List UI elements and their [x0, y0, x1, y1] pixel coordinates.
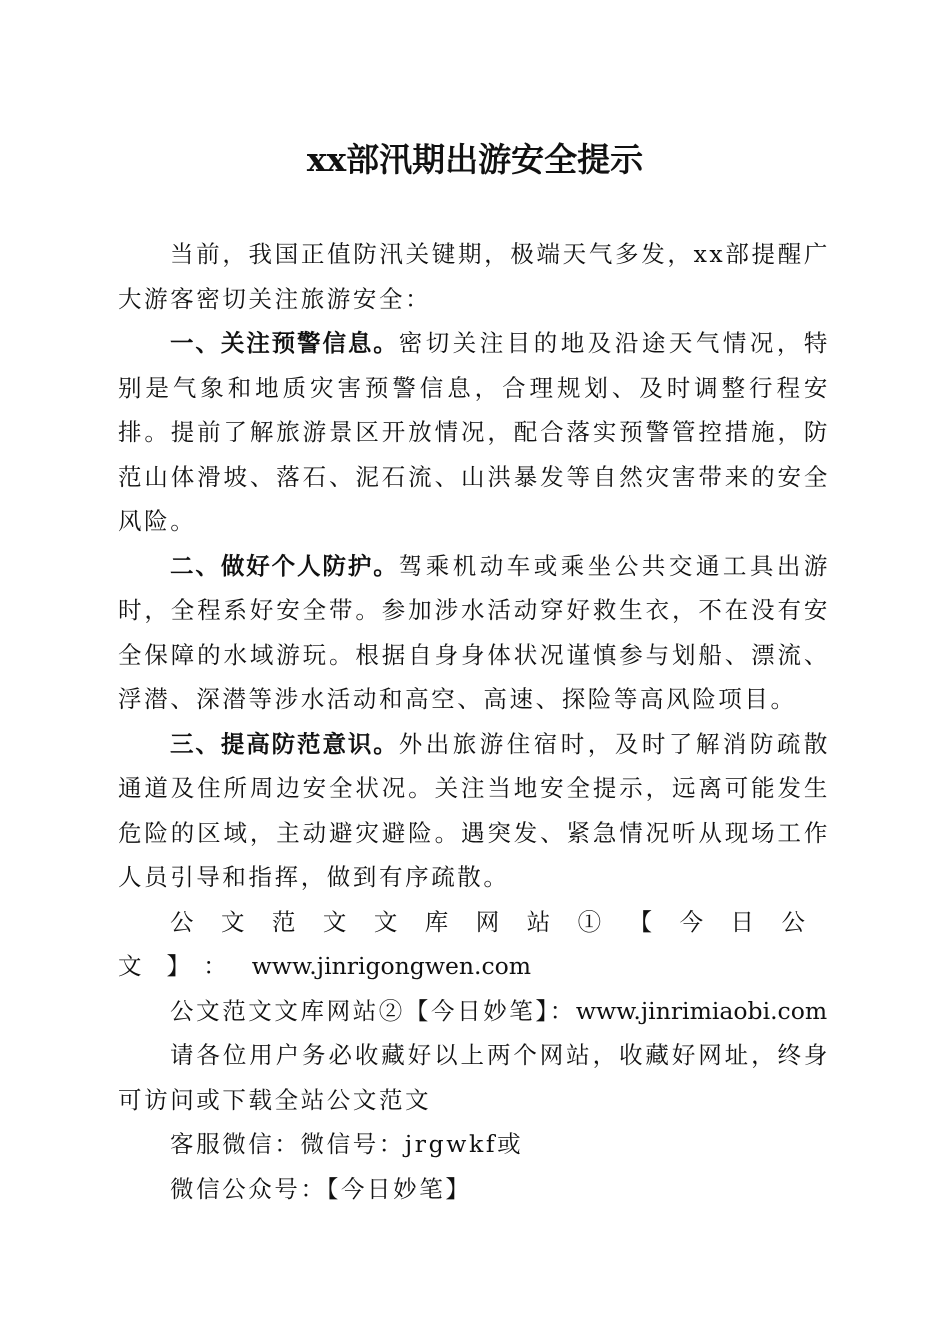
section-heading-3: 三、提高防范意识。	[170, 729, 399, 758]
section-heading-2: 二、做好个人防护。	[170, 551, 399, 580]
footer-site1-url: www.jinrigongwen.com	[251, 952, 532, 980]
intro-paragraph: 当前，我国正值防汛关键期，极端天气多发，xx部提醒广大游客密切关注旅游安全：	[118, 240, 830, 313]
document-body	[118, 232, 830, 1211]
section-paragraph-3	[118, 722, 830, 900]
footer-site2-url: www.jinrimiaobi.com	[575, 996, 828, 1025]
footer-official-account: 微信公众号：【今日妙笔】	[170, 1174, 472, 1203]
footer-site2-label: 公文范文文库网站②【今日妙笔】：	[170, 996, 576, 1025]
section-body-3: 外出旅游住宿时，及时了解消防疏散通道及住所周边安全状况。关注当地安全提示，远离可能发生危险的区域，主动避灾避险。遇突发、紧急情况听从现场工作人员引导和指挥，做到有序疏散。	[118, 729, 830, 891]
section-paragraph-1	[118, 321, 830, 544]
document-title: xx部汛期出游安全提示	[306, 140, 644, 179]
footer-wechat: 客服微信：微信号：jrgwkf或	[170, 1130, 524, 1158]
footer-site2	[118, 989, 830, 1034]
section-heading-1: 一、关注预警信息。	[170, 329, 399, 357]
section-paragraph-2	[118, 544, 830, 722]
section-body-1: 密切关注目的地及沿途天气情况，特别是气象和地质灾害预警信息，合理规划、及时调整行程安排。提前了解旅游景区开放情况，配合落实预警管控措施，防范山体滑坡、落石、泥石流、山洪暴发等自然灾害带来的安全风险。	[118, 329, 830, 535]
footer-notice: 请各位用户务必收藏好以上两个网站，收藏好网址，终身可访问或下载全站公文范文	[118, 1041, 830, 1114]
footer-site1-label: 公文范文文库网站①【今日公文】：	[118, 907, 830, 980]
footer-site1	[118, 900, 830, 989]
section-body-2: 驾乘机动车或乘坐公共交通工具出游时，全程系好安全带。参加涉水活动穿好救生衣，不在没有安全保障的水域游玩。根据自身身体状况谨慎参与划船、漂流、浮潜、深潜等涉水活动和高空、高速、探险等高风险项目。	[118, 551, 830, 713]
